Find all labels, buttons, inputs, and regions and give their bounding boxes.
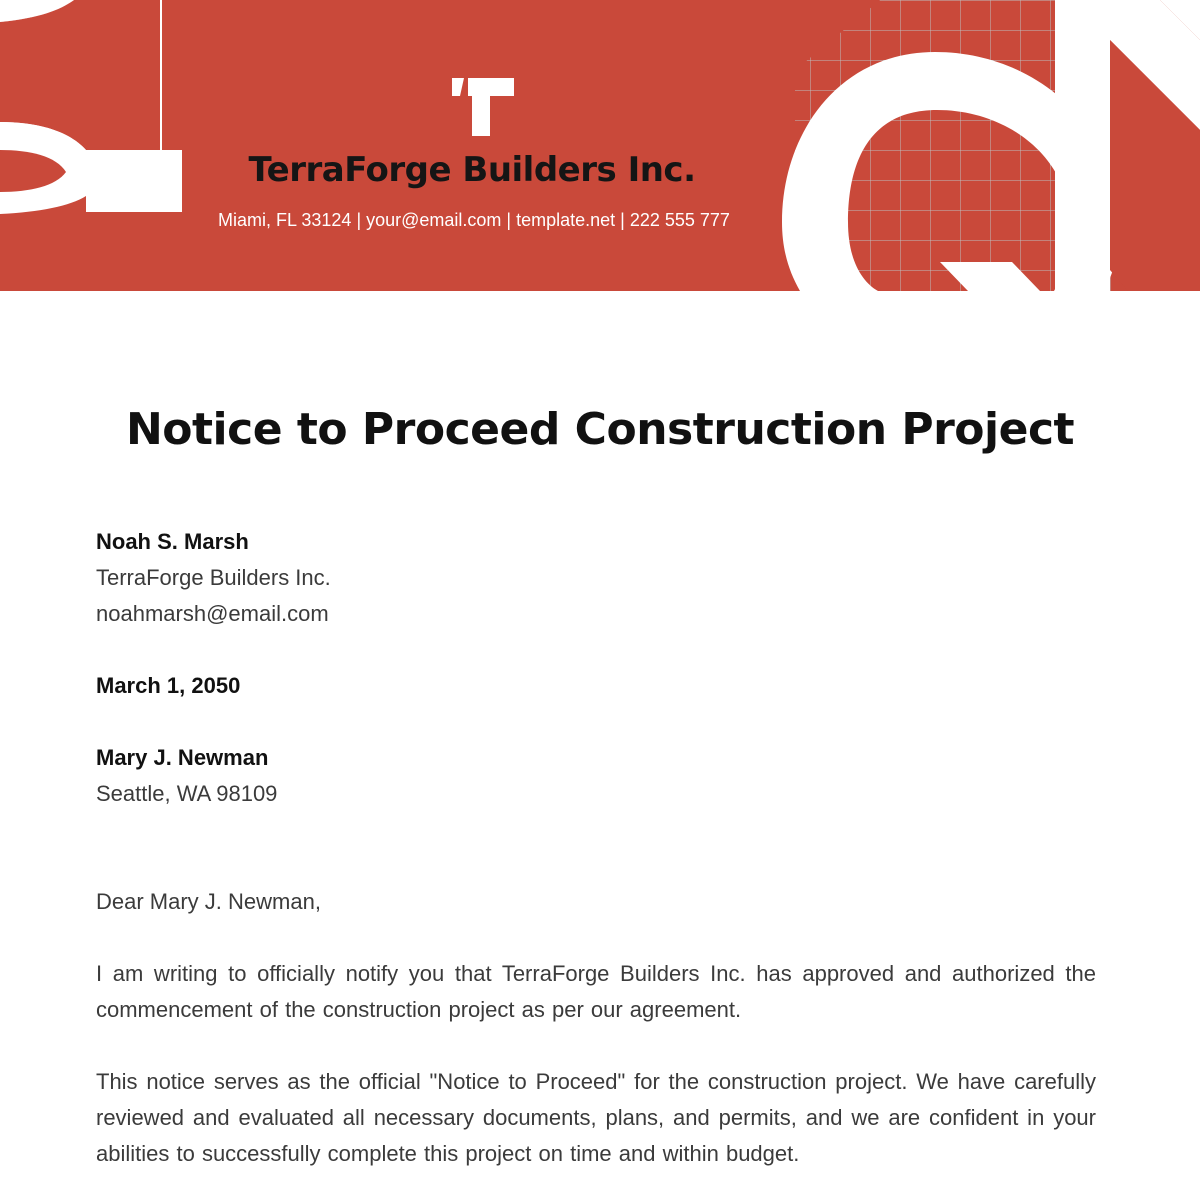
header-banner — [0, 0, 1200, 291]
company-name: TerraForge Builders Inc. — [248, 150, 696, 190]
body-paragraph-2: This notice serves as the official "Notice to Proceed" for the construction project. We have carefully reviewed and evaluated all necessary documents, plans, and permits, and we are confident in your abilities to successfully complete this project on time and within budget. — [96, 1069, 1096, 1166]
recipient-address: Seattle, WA 98109 — [96, 781, 278, 806]
recipient-name: Mary J. Newman — [96, 745, 269, 770]
letter-n-decoration — [1055, 0, 1200, 291]
sender-name: Noah S. Marsh — [96, 529, 249, 554]
date-block — [96, 668, 1096, 704]
document-title: Notice to Proceed Construction Project — [125, 404, 1075, 455]
recipient-block — [96, 740, 1096, 812]
header-decoration — [0, 0, 1200, 291]
sender-email: noahmarsh@email.com — [96, 601, 329, 626]
body-paragraph-1: I am writing to officially notify you that TerraForge Builders Inc. has approved and authorized the commencement of the construction project as per our agreement. — [96, 961, 1096, 1022]
salutation: Dear Mary J. Newman, — [96, 889, 321, 914]
company-contact-line: Miami, FL 33124 | your@email.com | template.net | 222 555 777 — [218, 210, 730, 230]
salutation-block — [96, 884, 1096, 920]
company-logo-icon — [450, 74, 518, 140]
sender-block — [96, 524, 1096, 632]
letter-date: March 1, 2050 — [96, 673, 241, 698]
sender-company: TerraForge Builders Inc. — [96, 565, 331, 590]
